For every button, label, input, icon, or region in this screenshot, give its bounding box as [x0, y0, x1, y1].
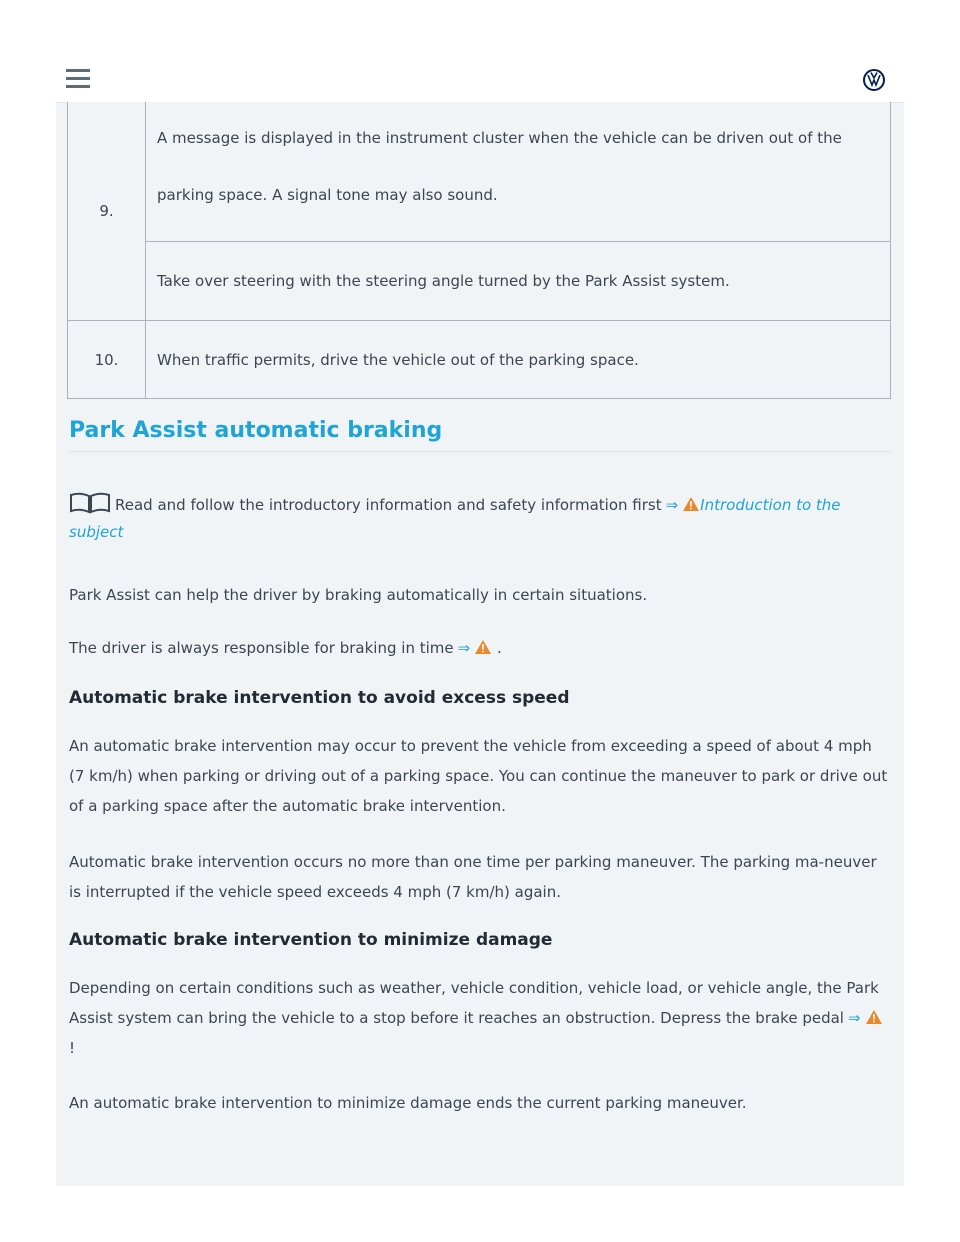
intro-paragraph: Park Assist can help the driver by braking automatically in certain situations.: [69, 586, 648, 604]
minimize-damage-end: !: [69, 1039, 76, 1057]
minimize-damage-text: Depending on certain conditions such as weather, vehicle condition, vehicle load, or vehicle angle, the Park Assist system can bring the vehicle to a stop before it reaches an obstruction. Depress the brake pedal: [69, 979, 879, 1027]
excess-speed-paragraph-2: Automatic brake intervention occurs no more than one time per parking maneuver. The parking ma-neuver is interrupted if the vehicle speed exceeds 4 mph (7 km/h) again.: [69, 853, 877, 901]
warning-link-arrow[interactable]: ⇒: [847, 1009, 861, 1027]
steps-table: [67, 102, 891, 399]
section-divider: [69, 451, 891, 452]
warning-triangle-icon: [682, 496, 700, 512]
minimize-damage-paragraph-2: An automatic brake intervention to minimize damage ends the current parking maneuver.: [69, 1094, 747, 1112]
subsection-title-minimize-damage: Automatic brake intervention to minimize damage: [69, 930, 553, 950]
warning-triangle-icon[interactable]: [474, 639, 492, 655]
hamburger-menu-icon[interactable]: [66, 69, 90, 89]
warning-triangle-icon[interactable]: [865, 1009, 883, 1025]
top-bar: [56, 0, 904, 103]
subsection-title-excess-speed: Automatic brake intervention to avoid excess speed: [69, 688, 570, 708]
responsibility-end: .: [496, 639, 502, 657]
safety-note: [69, 492, 889, 546]
warning-link-arrow[interactable]: ⇒: [457, 639, 471, 657]
step-text: When traffic permits, drive the vehicle out of the parking space.: [146, 321, 891, 399]
excess-speed-paragraph-1: An automatic brake intervention may occur to prevent the vehicle from exceeding a speed of about 4 mph (7 km/h) when parking or driving out of a parking space. You can continue the maneuver to park or drive out of a parking space after the automatic brake intervention.: [69, 737, 888, 815]
table-row: [68, 102, 891, 242]
minimize-damage-paragraph-1: [69, 973, 891, 1063]
step-number: 9.: [68, 102, 146, 321]
step-text: Take over steering with the steering angle turned by the Park Assist system.: [146, 242, 891, 321]
introduction-link[interactable]: Introduction to the subject: [69, 496, 841, 541]
vw-logo-icon[interactable]: [862, 68, 886, 92]
responsibility-paragraph: [69, 633, 891, 663]
note-arrow: ⇒: [665, 496, 679, 514]
section-title: Park Assist automatic braking: [69, 418, 443, 443]
responsibility-text: The driver is always responsible for braking in time: [69, 639, 454, 657]
table-row: [68, 321, 891, 399]
note-text: Read and follow the introductory information and safety information first: [115, 496, 662, 514]
step-number: 10.: [68, 321, 146, 399]
table-row: [68, 242, 891, 321]
step-text: A message is displayed in the instrument cluster when the vehicle can be driven out of the parking space. A signal tone may also sound.: [146, 102, 891, 242]
book-icon: [69, 492, 111, 514]
